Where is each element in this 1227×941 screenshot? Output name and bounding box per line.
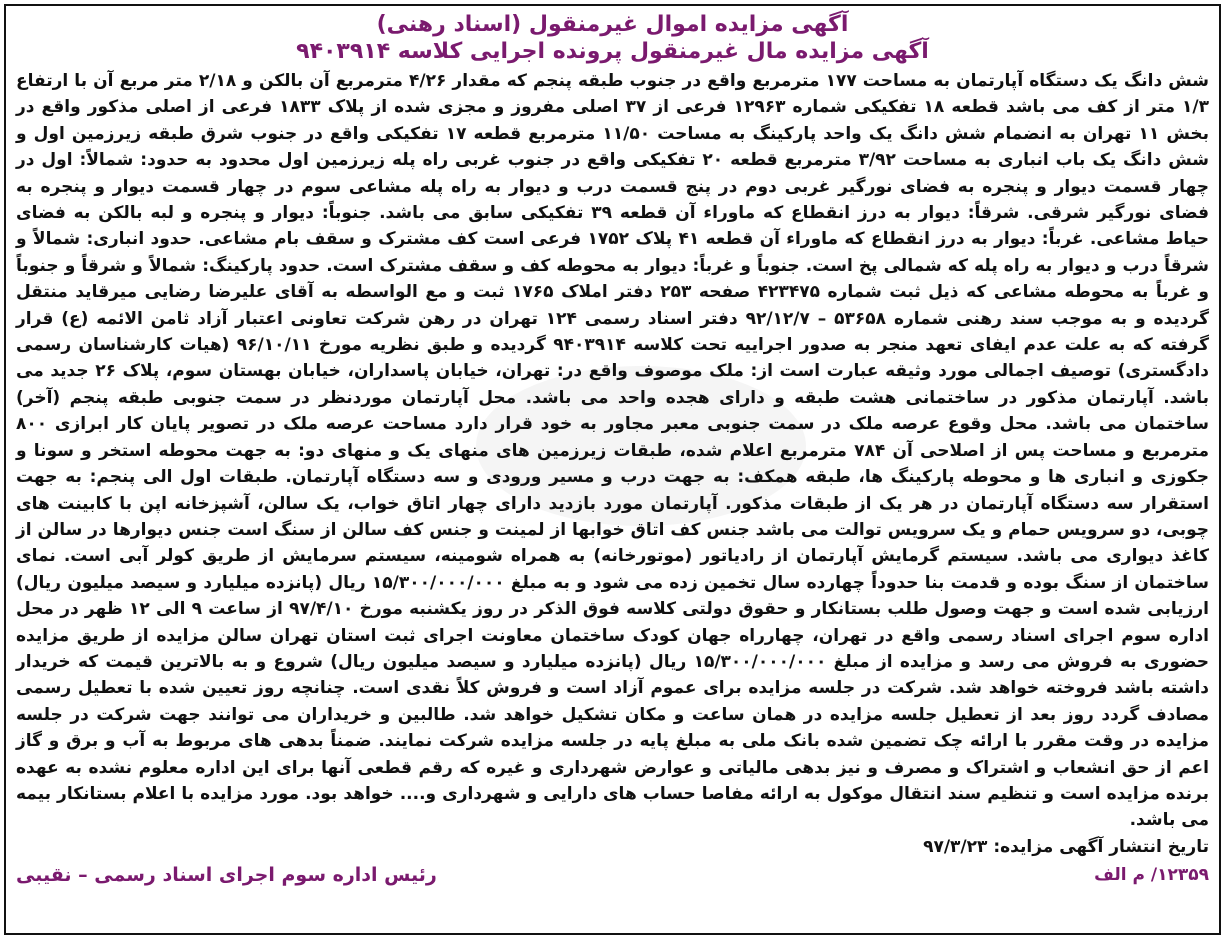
notice-subtitle: آگهی مزایده مال غیرمنقول پرونده اجرایی کلاسه ۹۴۰۳۹۱۴ [296,39,929,64]
notice-frame [4,4,1221,935]
signature-row [16,864,1209,886]
publish-date: تاریخ انتشار آگهی مزایده: ۹۷/۳/۲۳ [923,836,1209,857]
reference-code: ۱۲۳۵۹/ م الف [1094,864,1209,885]
notice-title: آگهی مزایده اموال غیرمنقول (اسناد رهنی) [376,12,849,37]
notice-content [16,12,1209,933]
signer-name: رئیس اداره سوم اجرای اسناد رسمی – نقیبی [16,863,437,886]
notice-body: شش دانگ یک دستگاه آپارتمان به مساحت ۱۷۷ مترمربع واقع در جنوب طبقه پنجم که مقدار ۴/۲۶ مترمربع آن بالکن و ۲/۱۸ متر مربع آن با ارتفاع ۱/۳ متر از کف می باشد قطعه ۱۸ تفکیکی شماره ۱۲۹۶۳ فرعی از ۳۷ اصلی مفروز و مجزی شده از پلاک ۱۸۳۳ فرعی از اصلی مذکور واقع در بخش ۱۱ تهران به انضمام شش دانگ یک واحد پارکینگ به مساحت ۱۱/۵۰ مترمربع قطعه ۱۷ تفکیکی واقع در جنوب شرق طبقه زیرزمین اول و شش دانگ یک باب انباری به مساحت ۳/۹۲ مترمربع قطعه ۲۰ تفکیکی واقع در جنوب غربی راه پله زیرزمین اول محدود به حدود: شمالاً: اول در چهار قسمت دیوار و پنجره به فضای نورگیر غربی دوم در پنج قسمت درب و دیوار به راه پله مشاعی سوم در چهار قسمت دیوار و پنجره به فضای نورگیر شرقی. شرقاً: دیوار به درز انقطاع که ماوراء آن قطعه ۳۹ تفکیکی سابق می باشد. جنوباً: دیوار و پنجره و لبه بالکن به فضای حیاط مشاعی. غرباً: دیوار به درز انقطاع که ماوراء آن قطعه ۴۱ پلاک ۱۷۵۲ فرعی است کف مشترک و سقف بام مشاعی. حدود انباری: شمالاً و شرقاً درب و دیوار به راه پله که شمالی پخ است. جنوباً و غرباً: دیوار به محوطه کف و سقف مشترک است. حدود پارکینگ: شمالاً و شرقاً و جنوباً و غرباً به محوطه مشاعی که ذیل ثبت شماره ۴۲۳۴۷۵ صفحه ۲۵۳ دفتر املاک ۱۷۶۵ ثبت و مع الواسطه به آقای علیرضا رضایی میرقاید منتقل گردیده و به موجب سند رهنی شماره ۵۳۶۵۸ – ۹۲/۱۲/۷ دفتر اسناد رسمی ۱۲۴ تهران در رهن شرکت تعاونی اعتبار آزاد ثامن الائمه (ع) قرار گرفته که به علت عدم ایفای تعهد منجر به صدور اجراییه تحت کلاسه ۹۴۰۳۹۱۴ گردیده و طبق نظریه مورخ ۹۶/۱۰/۱۱ (هیات کارشناسان رسمی دادگستری) توصیف اجمالی مورد وثیقه عبارت است از: ملک موصوف واقع در: تهران، خیابان پاسداران، خیابان بهستان سوم، پلاک ۲۶ جدید می باشد. آپارتمان مذکور در ساختمانی هشت طبقه و دارای هجده واحد می باشد. محل آپارتمان موردنظر در سمت جنوبی طبقه پنجم (آخر) ساختمان می باشد. محل وقوع عرصه ملک در سمت جنوبی معبر مجاور به خود قرار دارد مساحت عرصه ملک در تصویر پایان کار ابرازی ۸۰۰ مترمربع و مساحت پس از اصلاحی آن ۷۸۴ مترمربع اعلام شده، طبقات زیرزمین های منهای یک و منهای دو: به جهت محوطه استخر و سونا و جکوزی و انباری ها و محوطه پارکینگ ها، طبقه همکف: به جهت درب و مسیر ورودی و سه دستگاه آپارتمان. طبقات اول الی پنجم: به جهت استقرار سه دستگاه آپارتمان در هر یک از طبقات مذکور. آپارتمان مورد بازدید دارای چهار اتاق خواب، یک سالن، آشپزخانه اپن با کابینت های چوبی، دو سرویس حمام و یک سرویس توالت می باشد جنس کف اتاق خوابها از لمینت و جنس کف سالن از سنگ است جنس دیوارها در سالن از کاغذ دیواری می باشد. سیستم گرمایش آپارتمان از رادیاتور (موتورخانه) به همراه شومینه، سیستم سرمایش از طریق کولر آبی است. نمای ساختمان از سنگ بوده و قدمت بنا حدوداً چهارده سال تخمین زده می شود و به مبلغ ۱۵/۳۰۰/۰۰۰/۰۰۰ ریال (پانزده میلیارد و سیصد میلیون ریال) ارزیابی شده است و جهت وصول طلب بستانکار و حقوق دولتی کلاسه فوق الذکر در روز یکشنبه مورخ ۹۷/۴/۱۰ از ساعت ۹ الی ۱۲ ظهر در محل اداره سوم اجرای اسناد رسمی واقع در تهران، چهارراه جهان کودک ساختمان معاونت اجرای ثبت استان تهران سالن مزایده از طریق مزایده حضوری به فروش می رسد و مزایده از مبلغ ۱۵/۳۰۰/۰۰۰/۰۰۰ ریال (پانزده میلیارد و سیصد میلیون ریال) شروع و به بالاترین قیمت که خریدار داشته باشد فروخته خواهد شد. شرکت در جلسه مزایده برای عموم آزاد است و فروش کلاً نقدی است. چنانچه روز تعیین شده با تعطیل رسمی مصادف گردد روز بعد از تعطیل جلسه مزایده در همان ساعت و مکان تشکیل خواهد شد. طالبین و خریداران می توانند جهت شرکت در جلسه مزایده در وقت مقرر با ارائه چک تضمین شده بانک ملی به مبلغ پایه در جلسه مزایده شرکت نمایند. ضمناً بدهی های مربوط به آب و برق و گاز اعم از حق انشعاب و اشتراک و مصرف و نیز بدهی مالیاتی و عوارض شهرداری و غیره که رقم قطعی آنها برای این اداره معلوم نشده به عهده برنده مزایده است و تنظیم سند انتقال موکول به ارائه مفاصا حساب های دارایی و شهرداری و.... خواهد بود. مورد مزایده با اعلام بستانکار بیمه می باشد. [16,71,1210,831]
